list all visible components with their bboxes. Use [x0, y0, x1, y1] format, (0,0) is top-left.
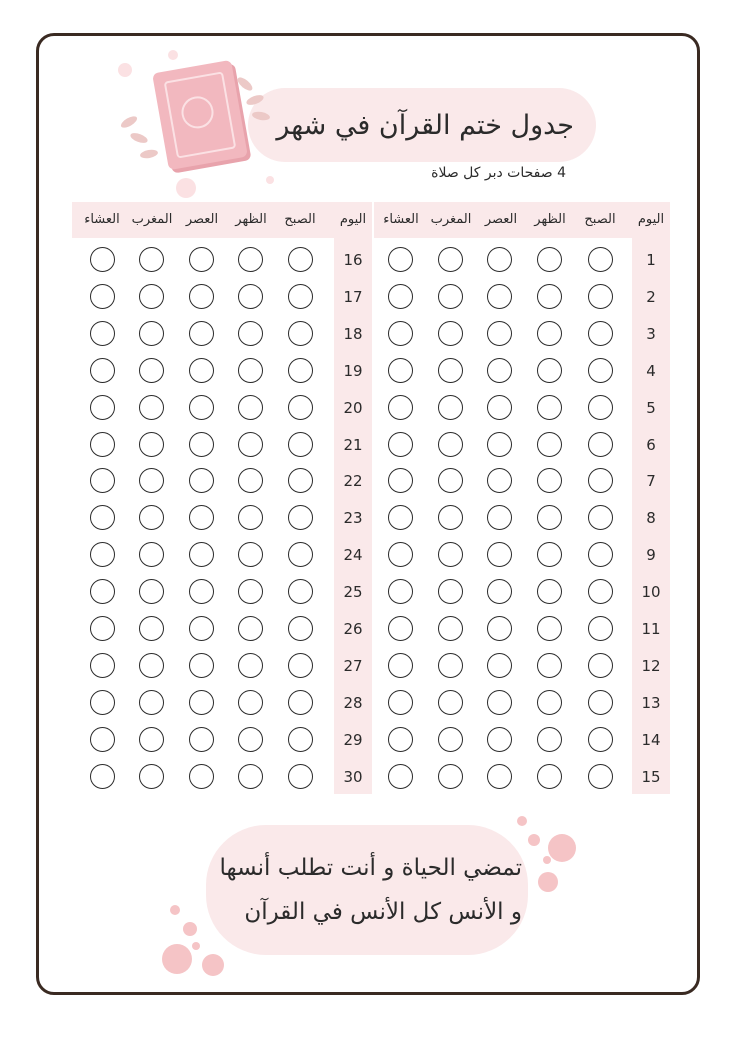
checkbox-asr[interactable] — [487, 616, 512, 641]
bubble-decoration-icon — [517, 816, 527, 826]
day-number: 10 — [641, 583, 661, 602]
checkbox-maghrib[interactable] — [438, 358, 463, 383]
table-row — [72, 316, 372, 353]
table-row — [72, 537, 372, 574]
checkbox-maghrib[interactable] — [438, 616, 463, 641]
checkbox-fajr[interactable] — [288, 432, 313, 457]
bubble-decoration-icon — [528, 834, 540, 846]
checkbox-maghrib[interactable] — [139, 432, 164, 457]
checkbox-isha[interactable] — [388, 542, 413, 567]
checkbox-isha[interactable] — [90, 505, 115, 530]
checkbox-isha[interactable] — [90, 432, 115, 457]
checkbox-dhuhr[interactable] — [537, 616, 562, 641]
checkbox-fajr[interactable] — [588, 542, 613, 567]
table-row — [374, 611, 670, 648]
day-number: 12 — [641, 656, 661, 675]
checkbox-asr[interactable] — [189, 727, 214, 752]
checkbox-dhuhr[interactable] — [537, 432, 562, 457]
checkbox-asr[interactable] — [189, 321, 214, 346]
checkbox-asr[interactable] — [189, 690, 214, 715]
checkbox-fajr[interactable] — [588, 727, 613, 752]
checkbox-isha[interactable] — [90, 653, 115, 678]
bubble-decoration-icon — [176, 178, 196, 198]
checkbox-asr[interactable] — [189, 542, 214, 567]
checkbox-dhuhr[interactable] — [238, 542, 263, 567]
bubble-decoration-icon — [538, 872, 558, 892]
checkbox-maghrib[interactable] — [438, 764, 463, 789]
day-number: 6 — [646, 435, 656, 454]
checkbox-asr[interactable] — [189, 616, 214, 641]
checkbox-dhuhr[interactable] — [537, 764, 562, 789]
checkbox-asr[interactable] — [487, 247, 512, 272]
checkbox-fajr[interactable] — [288, 690, 313, 715]
checkbox-maghrib[interactable] — [139, 505, 164, 530]
header-maghrib: المغرب — [430, 212, 472, 227]
checkbox-fajr[interactable] — [588, 653, 613, 678]
header-day: اليوم — [339, 212, 367, 227]
checkbox-fajr[interactable] — [288, 764, 313, 789]
table-row — [374, 353, 670, 390]
checkbox-dhuhr[interactable] — [238, 616, 263, 641]
page-title: جدول ختم القرآن في شهر — [276, 110, 574, 141]
checkbox-dhuhr[interactable] — [238, 653, 263, 678]
checkbox-fajr[interactable] — [288, 727, 313, 752]
day-number: 21 — [343, 435, 363, 454]
quote-text — [206, 846, 522, 934]
checkbox-asr[interactable] — [189, 395, 214, 420]
checkbox-fajr[interactable] — [288, 579, 313, 604]
checkbox-maghrib[interactable] — [139, 579, 164, 604]
header-isha: العشاء — [84, 212, 120, 227]
table-row — [72, 463, 372, 500]
checkbox-asr[interactable] — [189, 653, 214, 678]
checkbox-fajr[interactable] — [588, 432, 613, 457]
table-row — [374, 500, 670, 537]
checkbox-asr[interactable] — [189, 505, 214, 530]
checkbox-isha[interactable] — [388, 505, 413, 530]
checkbox-asr[interactable] — [189, 579, 214, 604]
day-number: 29 — [343, 730, 363, 749]
table-row — [72, 648, 372, 685]
table-row — [374, 463, 670, 500]
checkbox-isha[interactable] — [388, 764, 413, 789]
day-number: 9 — [646, 546, 656, 565]
header-maghrib: المغرب — [131, 212, 173, 227]
checkbox-isha[interactable] — [90, 247, 115, 272]
day-number: 30 — [343, 767, 363, 786]
header-isha: العشاء — [383, 212, 419, 227]
checkbox-maghrib[interactable] — [438, 468, 463, 493]
header-asr: العصر — [185, 212, 219, 227]
checkbox-asr[interactable] — [487, 764, 512, 789]
checkbox-maghrib[interactable] — [139, 395, 164, 420]
checkbox-maghrib[interactable] — [139, 358, 164, 383]
day-number: 25 — [343, 583, 363, 602]
header-dhuhr: الظهر — [534, 212, 566, 227]
checkbox-dhuhr[interactable] — [537, 395, 562, 420]
checkbox-maghrib[interactable] — [438, 321, 463, 346]
checkbox-asr[interactable] — [189, 764, 214, 789]
checkbox-dhuhr[interactable] — [238, 727, 263, 752]
checkbox-dhuhr[interactable] — [238, 284, 263, 309]
checkbox-dhuhr[interactable] — [537, 653, 562, 678]
checkbox-asr[interactable] — [487, 321, 512, 346]
checkbox-maghrib[interactable] — [139, 616, 164, 641]
day-number: 26 — [343, 620, 363, 638]
checkbox-dhuhr[interactable] — [537, 284, 562, 309]
checkbox-asr[interactable] — [189, 284, 214, 309]
checkbox-isha[interactable] — [388, 653, 413, 678]
checkbox-dhuhr[interactable] — [537, 727, 562, 752]
checkbox-dhuhr[interactable] — [238, 395, 263, 420]
checkbox-asr[interactable] — [487, 284, 512, 309]
checkbox-isha[interactable] — [90, 690, 115, 715]
table-days-1-15 — [374, 202, 670, 802]
checkbox-fajr[interactable] — [588, 358, 613, 383]
checkbox-dhuhr[interactable] — [537, 358, 562, 383]
checkbox-dhuhr[interactable] — [238, 690, 263, 715]
checkbox-isha[interactable] — [90, 727, 115, 752]
checkbox-maghrib[interactable] — [438, 395, 463, 420]
checkbox-maghrib[interactable] — [139, 321, 164, 346]
day-number: 7 — [646, 472, 656, 491]
checkbox-maghrib[interactable] — [438, 727, 463, 752]
checkbox-maghrib[interactable] — [438, 542, 463, 567]
header-fajr: الصبح — [584, 212, 616, 227]
bubble-decoration-icon — [170, 905, 180, 915]
checkbox-isha[interactable] — [388, 616, 413, 641]
day-number: 4 — [646, 361, 656, 380]
checkbox-fajr[interactable] — [288, 653, 313, 678]
checkbox-fajr[interactable] — [288, 468, 313, 493]
checkbox-isha[interactable] — [90, 284, 115, 309]
checkbox-maghrib[interactable] — [139, 653, 164, 678]
checkbox-asr[interactable] — [189, 432, 214, 457]
checkbox-isha[interactable] — [388, 727, 413, 752]
table-row — [374, 759, 670, 796]
checkbox-fajr[interactable] — [288, 284, 313, 309]
checkbox-fajr[interactable] — [288, 358, 313, 383]
checkbox-asr[interactable] — [189, 247, 214, 272]
checkbox-isha[interactable] — [388, 284, 413, 309]
header-fajr: الصبح — [284, 212, 316, 227]
quran-book-icon — [152, 60, 248, 170]
day-number: 19 — [343, 361, 363, 380]
table-row — [374, 574, 670, 611]
checkbox-asr[interactable] — [487, 653, 512, 678]
checkbox-maghrib[interactable] — [438, 505, 463, 530]
day-number: 15 — [641, 767, 661, 786]
checkbox-isha[interactable] — [388, 358, 413, 383]
checkbox-dhuhr[interactable] — [238, 764, 263, 789]
checkbox-maghrib[interactable] — [139, 690, 164, 715]
table-row — [72, 242, 372, 279]
table-row — [374, 537, 670, 574]
table-row — [72, 279, 372, 316]
checkbox-dhuhr[interactable] — [537, 579, 562, 604]
checkbox-asr[interactable] — [487, 579, 512, 604]
table-row — [374, 648, 670, 685]
checkbox-dhuhr[interactable] — [537, 542, 562, 567]
checkbox-fajr[interactable] — [588, 690, 613, 715]
table-row — [374, 242, 670, 279]
day-number: 2 — [646, 287, 656, 306]
checkbox-dhuhr[interactable] — [537, 468, 562, 493]
table-row — [374, 685, 670, 722]
table-row — [72, 685, 372, 722]
checkbox-asr[interactable] — [487, 358, 512, 383]
checkbox-isha[interactable] — [90, 542, 115, 567]
bubble-decoration-icon — [168, 50, 178, 60]
bubble-decoration-icon — [183, 922, 197, 936]
table-days-16-30 — [72, 202, 372, 802]
checkbox-fajr[interactable] — [288, 505, 313, 530]
bubble-decoration-icon — [162, 944, 192, 974]
checkbox-dhuhr[interactable] — [238, 247, 263, 272]
day-number: 8 — [646, 509, 656, 528]
checkbox-isha[interactable] — [388, 468, 413, 493]
checkbox-maghrib[interactable] — [139, 284, 164, 309]
checkbox-maghrib[interactable] — [139, 542, 164, 567]
checkbox-fajr[interactable] — [588, 579, 613, 604]
quote-line-2: و الأنس كل الأنس في القرآن — [244, 899, 522, 925]
checkbox-dhuhr[interactable] — [238, 505, 263, 530]
checkbox-dhuhr[interactable] — [537, 247, 562, 272]
table-row — [72, 574, 372, 611]
checkbox-isha[interactable] — [388, 321, 413, 346]
checkbox-fajr[interactable] — [588, 616, 613, 641]
day-number: 20 — [343, 398, 363, 417]
checkbox-fajr[interactable] — [288, 542, 313, 567]
day-number: 5 — [646, 398, 656, 417]
day-number: 16 — [343, 251, 363, 269]
checkbox-dhuhr[interactable] — [238, 432, 263, 457]
checkbox-fajr[interactable] — [588, 468, 613, 493]
checkbox-fajr[interactable] — [588, 764, 613, 789]
checkbox-maghrib[interactable] — [438, 579, 463, 604]
checkbox-isha[interactable] — [90, 395, 115, 420]
header-asr: العصر — [484, 212, 518, 227]
day-number: 28 — [343, 693, 363, 712]
table-row — [72, 390, 372, 427]
checkbox-isha[interactable] — [90, 321, 115, 346]
checkbox-fajr[interactable] — [588, 321, 613, 346]
page-subtitle: 4 صفحات دبر كل صلاة — [431, 165, 566, 181]
checkbox-asr[interactable] — [487, 432, 512, 457]
checkbox-maghrib[interactable] — [438, 432, 463, 457]
checkbox-maghrib[interactable] — [438, 247, 463, 272]
checkbox-dhuhr[interactable] — [238, 321, 263, 346]
checkbox-maghrib[interactable] — [139, 764, 164, 789]
checkbox-asr[interactable] — [487, 395, 512, 420]
checkbox-maghrib[interactable] — [139, 468, 164, 493]
bubble-decoration-icon — [266, 176, 274, 184]
checkbox-isha[interactable] — [388, 247, 413, 272]
checkbox-isha[interactable] — [90, 579, 115, 604]
table-row — [374, 279, 670, 316]
checkbox-dhuhr[interactable] — [537, 505, 562, 530]
bubble-decoration-icon — [202, 954, 224, 976]
header-dhuhr: الظهر — [235, 212, 267, 227]
checkbox-asr[interactable] — [189, 358, 214, 383]
checkbox-fajr[interactable] — [588, 505, 613, 530]
table-row — [72, 427, 372, 464]
table-row — [72, 722, 372, 759]
checkbox-maghrib[interactable] — [139, 247, 164, 272]
checkbox-isha[interactable] — [388, 690, 413, 715]
checkbox-isha[interactable] — [388, 432, 413, 457]
checkbox-fajr[interactable] — [288, 395, 313, 420]
day-number: 14 — [641, 730, 661, 749]
table-row — [72, 500, 372, 537]
checkbox-isha[interactable] — [90, 358, 115, 383]
checkbox-fajr[interactable] — [288, 616, 313, 641]
checkbox-asr[interactable] — [487, 542, 512, 567]
checkbox-fajr[interactable] — [288, 321, 313, 346]
day-number: 27 — [343, 656, 363, 675]
table-row — [72, 353, 372, 390]
checkbox-maghrib[interactable] — [139, 727, 164, 752]
checkbox-maghrib[interactable] — [438, 284, 463, 309]
bubble-decoration-icon — [192, 942, 200, 950]
day-number: 18 — [343, 324, 363, 343]
bubble-decoration-icon — [543, 856, 551, 864]
checkbox-isha[interactable] — [388, 395, 413, 420]
day-number: 23 — [343, 509, 363, 528]
day-number: 11 — [641, 620, 661, 638]
checkbox-dhuhr[interactable] — [537, 690, 562, 715]
day-number: 22 — [343, 472, 363, 491]
day-number: 24 — [343, 546, 363, 565]
checkbox-isha[interactable] — [90, 616, 115, 641]
checkbox-dhuhr[interactable] — [238, 358, 263, 383]
header-day: اليوم — [637, 212, 665, 227]
checkbox-dhuhr[interactable] — [238, 579, 263, 604]
checkbox-fajr[interactable] — [288, 247, 313, 272]
checkbox-fajr[interactable] — [588, 247, 613, 272]
day-number: 1 — [646, 251, 656, 269]
quote-line-1: تمضي الحياة و أنت تطلب أنسها — [219, 855, 522, 881]
checkbox-isha[interactable] — [388, 579, 413, 604]
day-number: 3 — [646, 324, 656, 343]
checkbox-maghrib[interactable] — [438, 690, 463, 715]
table-row — [374, 390, 670, 427]
checkbox-isha[interactable] — [90, 468, 115, 493]
checkbox-asr[interactable] — [487, 468, 512, 493]
checkbox-dhuhr[interactable] — [537, 321, 562, 346]
checkbox-asr[interactable] — [189, 468, 214, 493]
table-row — [374, 722, 670, 759]
checkbox-asr[interactable] — [487, 727, 512, 752]
checkbox-fajr[interactable] — [588, 395, 613, 420]
table-row — [374, 316, 670, 353]
checkbox-maghrib[interactable] — [438, 653, 463, 678]
bubble-decoration-icon — [118, 63, 132, 77]
table-row — [72, 759, 372, 796]
checkbox-fajr[interactable] — [588, 284, 613, 309]
table-row — [374, 427, 670, 464]
day-number: 13 — [641, 693, 661, 712]
checkbox-asr[interactable] — [487, 505, 512, 530]
checkbox-dhuhr[interactable] — [238, 468, 263, 493]
day-number: 17 — [343, 287, 363, 306]
table-row — [72, 611, 372, 648]
bubble-decoration-icon — [548, 834, 576, 862]
checkbox-asr[interactable] — [487, 690, 512, 715]
checkbox-isha[interactable] — [90, 764, 115, 789]
